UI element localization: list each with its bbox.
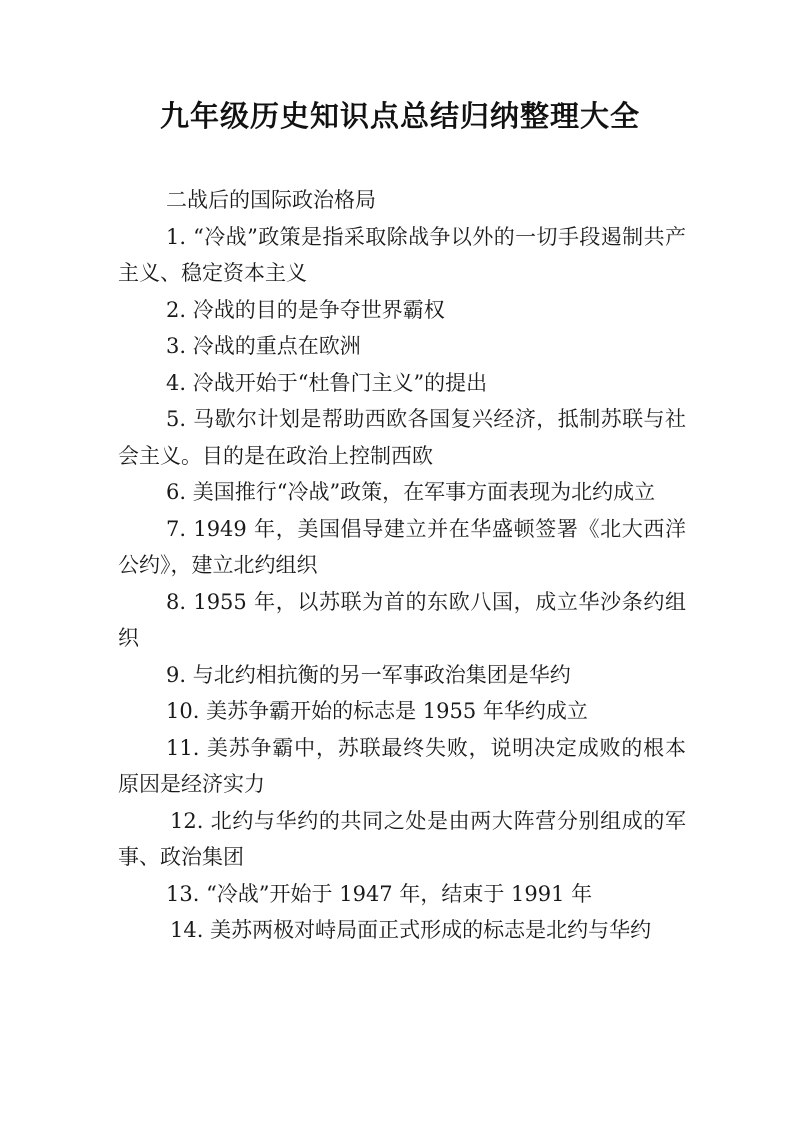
list-item: 5. 马歇尔计划是帮助西欧各国复兴经济，抵制苏联与社会主义。目的是在政治上控制西欧: [118, 407, 686, 468]
document-title: 九年级历史知识点总结归纳整理大全: [159, 99, 640, 133]
list-item: 1. “冷战”政策是指采取除战争以外的一切手段遏制共产主义、稳定资本主义: [118, 224, 686, 285]
list-item: 8. 1955 年，以苏联为首的东欧八国，成立华沙条约组织: [118, 589, 686, 650]
list-item: 10. 美苏争霸开始的标志是 1955 年华约成立: [166, 699, 588, 723]
list-item: 7. 1949 年，美国倡导建立并在华盛顿签署《北大西洋公约》，建立北约组织: [118, 516, 686, 577]
document-body: [118, 182, 686, 949]
list-item: 12. 北约与华约的共同之处是由两大阵营分别组成的军事、政治集团: [118, 808, 686, 869]
list-item: 2. 冷战的目的是争夺世界霸权: [166, 297, 445, 322]
list-item: 14. 美苏两极对峙局面正式形成的标志是北约与华约: [170, 918, 652, 942]
list-item: 4. 冷战开始于“杜鲁门主义”的提出: [166, 370, 488, 395]
list-item: 3. 冷战的重点在欧洲: [166, 334, 361, 358]
list-item: 13. “冷战”开始于 1947 年，结束于 1991 年: [166, 881, 593, 906]
list-item: 11. 美苏争霸中，苏联最终失败，说明决定成败的根本原因是经济实力: [118, 735, 686, 796]
section-heading: 二战后的国际政治格局: [166, 188, 376, 212]
list-item: 9. 与北约相抗衡的另一军事政治集团是华约: [166, 662, 571, 687]
list-item: 6. 美国推行“冷战”政策，在军事方面表现为北约成立: [166, 480, 656, 504]
